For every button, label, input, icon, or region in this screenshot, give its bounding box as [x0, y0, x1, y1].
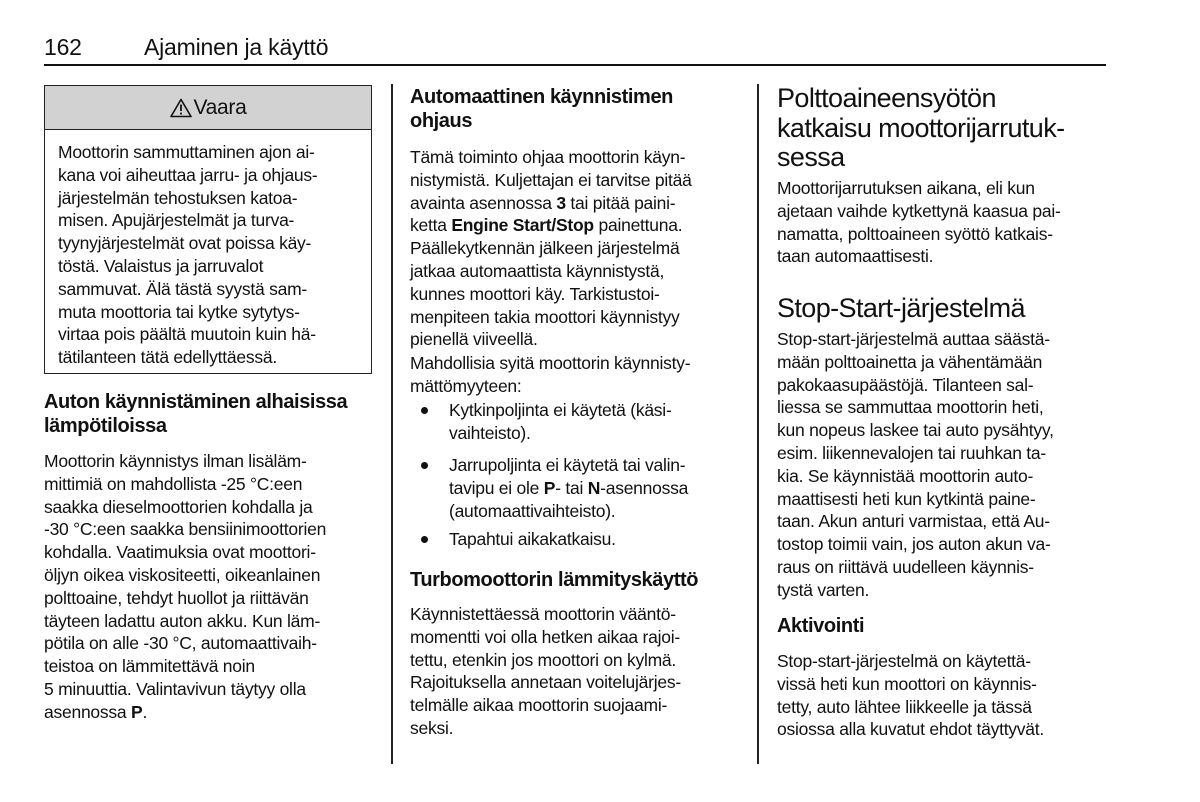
heading-line: Aktivointi — [777, 615, 865, 637]
text-line: Kytkinpoljinta ei käytetä (käsi- — [449, 400, 672, 420]
text-line: pakokaasupäästöjä. Tilanteen sal- — [777, 374, 1034, 395]
bullet-item — [449, 454, 688, 522]
turbo-heading — [410, 568, 698, 592]
heading-line: lämpötiloissa — [44, 415, 167, 437]
gear-position-p: P — [131, 701, 143, 722]
text-fragment: . — [142, 701, 148, 722]
heading-line: Polttoaineensyötön — [777, 83, 996, 113]
text-line — [410, 214, 692, 237]
bullet-dot — [421, 462, 428, 469]
warning-line: virtaa pois päältä muutoin kuin hä- — [58, 324, 316, 345]
text-line: tetty, auto lähtee liikkeelle ja tässä — [777, 696, 1032, 717]
text-line: tettu, etenkin jos moottori on kylmä. — [410, 649, 677, 670]
bullet-item — [449, 399, 672, 445]
text-line: raus on riittävä uudelleen käynnis- — [777, 556, 1034, 577]
text-line: taan automaattisesti. — [777, 246, 934, 267]
heading-line: ohjaus — [410, 110, 473, 132]
header-rule — [44, 64, 1106, 66]
auto-start-text — [410, 146, 692, 351]
warning-title: Vaara — [193, 95, 247, 119]
text-line — [449, 477, 688, 500]
bullet-item — [449, 528, 616, 551]
warning-line: muta moottoria tai kytke sytytys- — [58, 301, 300, 322]
reasons-intro — [410, 352, 690, 398]
heading-line: katkaisu moottorijarrutuk- — [777, 112, 1065, 143]
text-line: tostop toimii vain, jos auton akun va- — [777, 534, 1051, 555]
text-line: nistymistä. Kuljettajan ei tarvitse pitää — [410, 169, 692, 190]
warning-line: misen. Apujärjestelmät ja turva- — [58, 210, 295, 231]
text-line: kia. Se käynnistää moottorin auto- — [777, 465, 1034, 486]
text-line: momentti voi olla hetken aikaa rajoi- — [410, 626, 680, 647]
text-line: -30 °C:een saakka bensiinimoottorien — [44, 519, 327, 540]
heading-line: Auton käynnistäminen alhaisissa — [44, 391, 348, 413]
text-fragment: - tai — [555, 477, 588, 498]
fuel-cutoff-text — [777, 177, 1061, 268]
text-line: liessa se sammuttaa moottorin heti, — [777, 397, 1044, 418]
text-line: mättömyyteen: — [410, 375, 522, 396]
warning-triangle-icon — [170, 98, 192, 118]
key-position-3: 3 — [556, 192, 566, 213]
text-line: 5 minuuttia. Valintavivun täytyy olla — [44, 678, 306, 699]
text-line: Jarrupoljinta ei käytetä tai valin- — [449, 455, 686, 475]
gear-position-n: N — [587, 477, 601, 498]
text-line: seksi. — [410, 717, 454, 738]
text-fragment: -asennossa — [600, 477, 689, 498]
text-line: Stop-start-järjestelmä on käytettä- — [777, 651, 1031, 671]
activation-heading — [777, 614, 864, 638]
text-line: kun nopeus laskee tai auto pysähtyy, — [777, 420, 1054, 441]
warning-line: sammuvat. Älä tästä syystä sam- — [58, 278, 307, 299]
text-fragment: painettuna. — [593, 215, 683, 236]
text-line: saakka dieselmoottorien kohdalla ja — [44, 496, 313, 517]
text-line: mään polttoainetta ja vähentämään — [777, 351, 1043, 372]
text-line: taan. Akun anturi varmistaa, että Au- — [777, 511, 1050, 532]
text-fragment: tavipu ei ole — [449, 477, 544, 498]
text-line: vissä heti kun moottori on käynnis- — [777, 673, 1037, 694]
text-line: Mahdollisia syitä moottorin käynnisty- — [410, 353, 691, 373]
activation-text — [777, 650, 1044, 741]
warning-line: Moottorin sammuttaminen ajon ai- — [58, 142, 315, 162]
text-line: esim. liikennevalojen tai ruuhkan ta- — [777, 442, 1046, 463]
text-line: maattisesti heti kun kytkintä paine- — [777, 488, 1036, 509]
text-line: menpiteen takia moottori käynnistyy — [410, 306, 680, 327]
warning-line: kana voi aiheuttaa jarru- ja ohjaus- — [58, 164, 318, 185]
text-line: mittimiä on mahdollista -25 °C:een — [44, 473, 303, 494]
page-header — [44, 34, 1106, 64]
text-line: jatkaa automaattista käynnistystä, — [410, 260, 665, 281]
text-line: osiossa alla kuvatut ehdot täyttyvät. — [777, 719, 1045, 740]
fuel-cutoff-heading — [777, 84, 1065, 173]
text-line: Moottorijarrutuksen aikana, eli kun — [777, 178, 1035, 198]
warning-header — [45, 86, 371, 130]
text-line: kunnes moottori käy. Tarkistustoi- — [410, 283, 660, 304]
text-fragment: tai pitää paini- — [565, 192, 676, 213]
stop-start-text — [777, 328, 1054, 602]
stop-start-heading — [777, 294, 1025, 324]
text-line: ajetaan vaihde kytkettynä kaasua pai- — [777, 200, 1061, 221]
warning-line: töstä. Valaistus ja jarruvalot — [58, 255, 264, 276]
text-line: Tapahtui aikakatkaisu. — [449, 529, 616, 549]
text-line: pienellä viiveellä. — [410, 329, 538, 350]
text-line: Stop-start-järjestelmä auttaa säästä- — [777, 329, 1050, 349]
text-fragment: asennossa — [44, 701, 132, 722]
text-fragment: ketta — [410, 215, 452, 236]
text-line: polttoaine, tehdyt huollot ja riittävän — [44, 587, 309, 608]
text-line: telmälle aikaa moottorin suojaami- — [410, 695, 668, 716]
warning-line: tyynyjärjestelmät ovat poissa käy- — [58, 233, 312, 254]
text-line — [410, 192, 692, 215]
heading-line: Automaattinen käynnistimen — [410, 86, 673, 108]
turbo-text — [410, 603, 681, 740]
bullet-dot — [421, 407, 428, 414]
engine-start-stop-label: Engine Start/Stop — [451, 215, 594, 236]
heading-line: sessa — [777, 142, 845, 172]
warning-line: tätilanteen tätä edellyttäessä. — [58, 347, 277, 368]
column-divider-1 — [391, 84, 393, 764]
text-line: pötila on alle -30 °C, automaattivaih- — [44, 633, 317, 654]
warning-line: järjestelmän tehostuksen katoa- — [58, 187, 298, 208]
text-line: kohdalla. Vaatimuksia ovat moottori- — [44, 542, 316, 563]
warning-box — [44, 85, 372, 374]
warning-text — [58, 141, 318, 369]
text-line: Rajoituksella annetaan voitelujärjes- — [410, 672, 681, 693]
heading-line: Stop-Start-järjestelmä — [777, 293, 1025, 323]
text-line: tystä varten. — [777, 579, 870, 600]
heading-line: Turbomoottorin lämmityskäyttö — [410, 569, 699, 591]
text-line: namatta, polttoaineen syöttö katkais- — [777, 223, 1053, 244]
gear-position-p: P — [543, 477, 556, 498]
cold-start-text — [44, 450, 326, 724]
text-line: öljyn oikea viskositeetti, oikeanlainen — [44, 564, 321, 585]
column-divider-2 — [757, 84, 759, 764]
bullet-dot — [421, 536, 428, 543]
running-title: Ajaminen ja käyttö — [144, 34, 329, 60]
text-line — [44, 701, 326, 724]
text-line: Moottorin käynnistys ilman lisäläm- — [44, 451, 307, 471]
cold-start-heading — [44, 390, 347, 438]
text-line: vaihteisto). — [449, 422, 531, 443]
auto-start-heading — [410, 85, 673, 133]
text-line: Päällekytkennän jälkeen järjestelmä — [410, 238, 680, 259]
text-line: Tämä toiminto ohjaa moottorin käyn- — [410, 147, 686, 167]
text-line: teistoa on lämmitettävä noin — [44, 656, 255, 677]
text-line: täyteen ladattu auton akku. Kun läm- — [44, 610, 321, 631]
page-number: 162 — [44, 34, 82, 60]
text-line: (automaattivaihteisto). — [449, 500, 616, 521]
text-line: Käynnistettäessä moottorin vääntö- — [410, 604, 676, 624]
text-fragment: avainta asennossa — [410, 192, 557, 213]
